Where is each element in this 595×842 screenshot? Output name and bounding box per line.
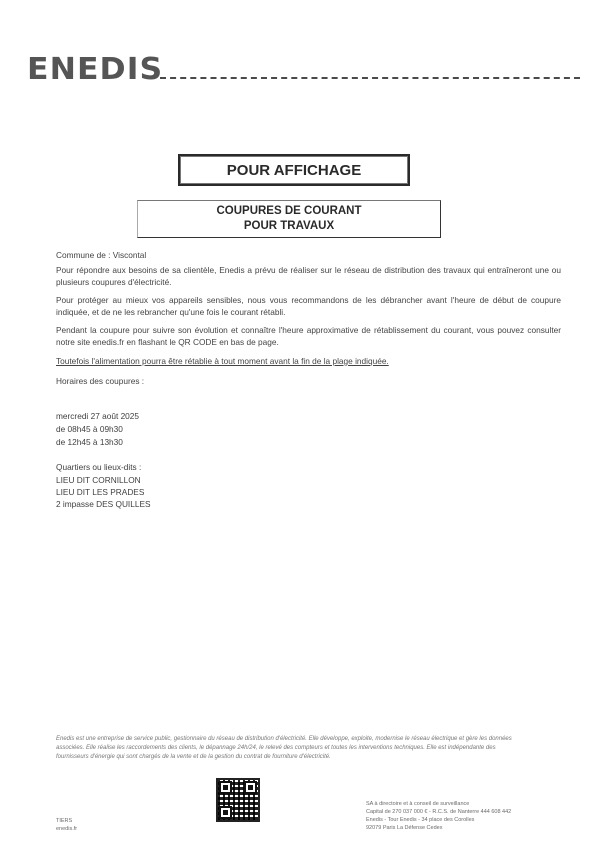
- footer-left: [56, 817, 77, 833]
- enedis-logo: ENEDIS: [27, 52, 164, 87]
- places-label: Quartiers ou lieux-dits :: [56, 462, 142, 472]
- outage-date: mercredi 27 août 2025: [56, 411, 140, 421]
- legal-info: [366, 800, 511, 832]
- paragraph-protect: Pour protéger au mieux vos appareils sensibles, nous vous recommandons de les débrancher avant l'heure de début de coupure indiquée, et de ne les rebrancher qu'une fois le courant rétabli.: [56, 295, 561, 317]
- footer-note-line-1: Enedis est une entreprise de service public, gestionnaire du réseau de distribution d'électricité. Elle développe, exploite, modernise le réseau électrique et gère les données: [56, 736, 512, 742]
- paragraph-restore: Toutefois l'alimentation pourra être rétablie à tout moment avant la fin de la plage indiquée.: [56, 356, 389, 366]
- footer-ref: TIERS: [56, 818, 73, 824]
- coupures-box: [137, 200, 441, 238]
- commune-line: Commune de : Viscontal: [56, 250, 147, 260]
- footer-note-line-2: associées. Elle réalise les raccordements des clients, le dépannage 24h/24, le relevé des compteurs et toutes les interventions techniques. Elle est indépendante des: [56, 745, 496, 751]
- outage-slot-1: de 08h45 à 09h30: [56, 424, 123, 434]
- qr-finder-top-right: [244, 781, 257, 794]
- place-1: LIEU DIT CORNILLON: [56, 475, 141, 485]
- header-divider: [160, 77, 580, 79]
- paragraph-intro: Pour répondre aux besoins de sa clientèle, Enedis a prévu de réaliser sur le réseau de distribution des travaux qui entraîneront une ou plusieurs coupures d'électricité.: [56, 265, 561, 287]
- place-2: LIEU DIT LES PRADES: [56, 487, 145, 497]
- legal-line-3: Enedis - Tour Enedis - 34 place des Corolles: [366, 817, 475, 823]
- affichage-title: POUR AFFICHAGE: [178, 154, 410, 186]
- footer-note-line-3: fournisseurs d'énergie qui sont chargés de la vente et de la gestion du contrat de fourniture d'électricité.: [56, 754, 331, 760]
- footer-note: [56, 735, 538, 762]
- footer-website: enedis.fr: [56, 826, 78, 832]
- outage-slot-2: de 12h45 à 13h30: [56, 437, 123, 447]
- qr-finder-top-left: [219, 781, 232, 794]
- legal-line-4: 92079 Paris La Défense Cedex: [366, 825, 443, 831]
- legal-line-1: SA à directoire et à conseil de surveillance: [366, 801, 470, 807]
- paragraph-follow: Pendant la coupure pour suivre son évolution et connaître l'heure approximative de rétablissement du courant, vous pouvez consulter notre site enedis.fr en flashant le QR CODE en bas de page.: [56, 325, 561, 347]
- legal-line-2: Capital de 270 037 000 € - R.C.S. de Nanterre 444 608 442: [366, 809, 512, 815]
- hours-label: Horaires des coupures :: [56, 376, 145, 386]
- place-3: 2 impasse DES QUILLES: [56, 499, 151, 509]
- coupures-title-line2: POUR TRAVAUX: [243, 220, 335, 232]
- coupures-title-line1: COUPURES DE COURANT: [216, 205, 362, 217]
- qr-code[interactable]: [216, 778, 260, 822]
- qr-finder-bottom-left: [219, 806, 232, 819]
